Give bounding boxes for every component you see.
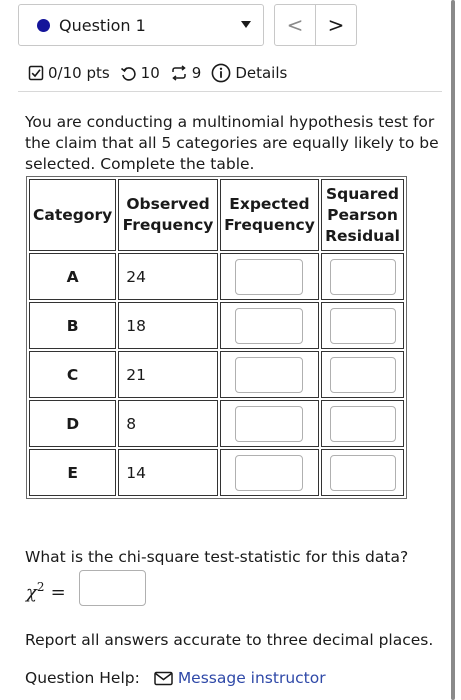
table-row xyxy=(29,302,404,349)
repeat-icon xyxy=(170,64,188,82)
category-cell: B xyxy=(29,302,116,349)
category-cell: D xyxy=(29,400,116,447)
category-cell: A xyxy=(29,253,116,300)
expected-input-a[interactable] xyxy=(235,259,303,295)
table-header-row xyxy=(29,179,404,251)
category-cell: C xyxy=(29,351,116,398)
message-instructor-text: Message instructor xyxy=(177,669,326,687)
observed-cell: 21 xyxy=(118,351,218,398)
frequency-table xyxy=(26,176,407,499)
header-residual: Squared Pearson Residual xyxy=(321,179,404,251)
header-observed: Observed Frequency xyxy=(118,179,218,251)
question-help-label: Question Help: xyxy=(25,669,140,687)
message-instructor-link[interactable] xyxy=(154,669,326,687)
expected-input-c[interactable] xyxy=(235,357,303,393)
previous-question-button[interactable] xyxy=(274,4,316,46)
category-cell: E xyxy=(29,449,116,496)
chevron-down-icon xyxy=(241,21,251,28)
residual-input-b[interactable] xyxy=(330,308,396,344)
checkbox-icon xyxy=(28,65,44,81)
chevron-left-icon: < xyxy=(286,13,304,37)
expected-input-b[interactable] xyxy=(235,308,303,344)
residual-input-e[interactable] xyxy=(330,455,396,491)
residual-input-d[interactable] xyxy=(330,406,396,442)
observed-cell: 24 xyxy=(118,253,218,300)
question-help xyxy=(25,669,326,687)
chi-square-label: $\chi^2$ = xyxy=(26,580,66,603)
info-icon xyxy=(211,63,231,83)
question-status-dot xyxy=(37,19,50,32)
header-divider xyxy=(18,91,442,92)
details-link[interactable] xyxy=(211,63,287,83)
details-text: Details xyxy=(235,64,288,82)
residual-input-a[interactable] xyxy=(330,259,396,295)
page-scrollbar[interactable] xyxy=(451,0,455,700)
question-prompt: You are conducting a multinomial hypothesis test for the claim that all 5 categories are equally likely to be selected. Complete the table. xyxy=(25,113,439,173)
expected-input-e[interactable] xyxy=(235,455,303,491)
next-question-button[interactable] xyxy=(315,4,357,46)
question-select[interactable] xyxy=(18,4,264,46)
header-category: Category xyxy=(29,179,116,251)
retries-info xyxy=(120,64,160,82)
table-row xyxy=(29,449,404,496)
question-select-label: Question 1 xyxy=(59,15,146,35)
observed-cell: 8 xyxy=(118,400,218,447)
residual-input-c[interactable] xyxy=(330,357,396,393)
expected-input-d[interactable] xyxy=(235,406,303,442)
chi-square-input[interactable] xyxy=(79,570,146,606)
observed-cell: 18 xyxy=(118,302,218,349)
attempts-text: 9 xyxy=(191,64,202,82)
retries-text: 10 xyxy=(140,64,160,82)
question-meta xyxy=(28,60,297,86)
table-row xyxy=(29,351,404,398)
table-row xyxy=(29,253,404,300)
points-text: 0/10 pts xyxy=(48,64,110,82)
table-row xyxy=(29,400,404,447)
observed-cell: 14 xyxy=(118,449,218,496)
attempts-info xyxy=(170,64,202,82)
points-info xyxy=(28,64,110,82)
chi-square-question: What is the chi-square test-statistic for this data? xyxy=(25,548,409,566)
envelope-icon xyxy=(154,671,173,686)
chevron-right-icon: > xyxy=(327,13,345,37)
precision-note: Report all answers accurate to three decimal places. xyxy=(25,631,434,649)
undo-icon xyxy=(120,65,137,82)
header-expected: Expected Frequency xyxy=(220,179,319,251)
